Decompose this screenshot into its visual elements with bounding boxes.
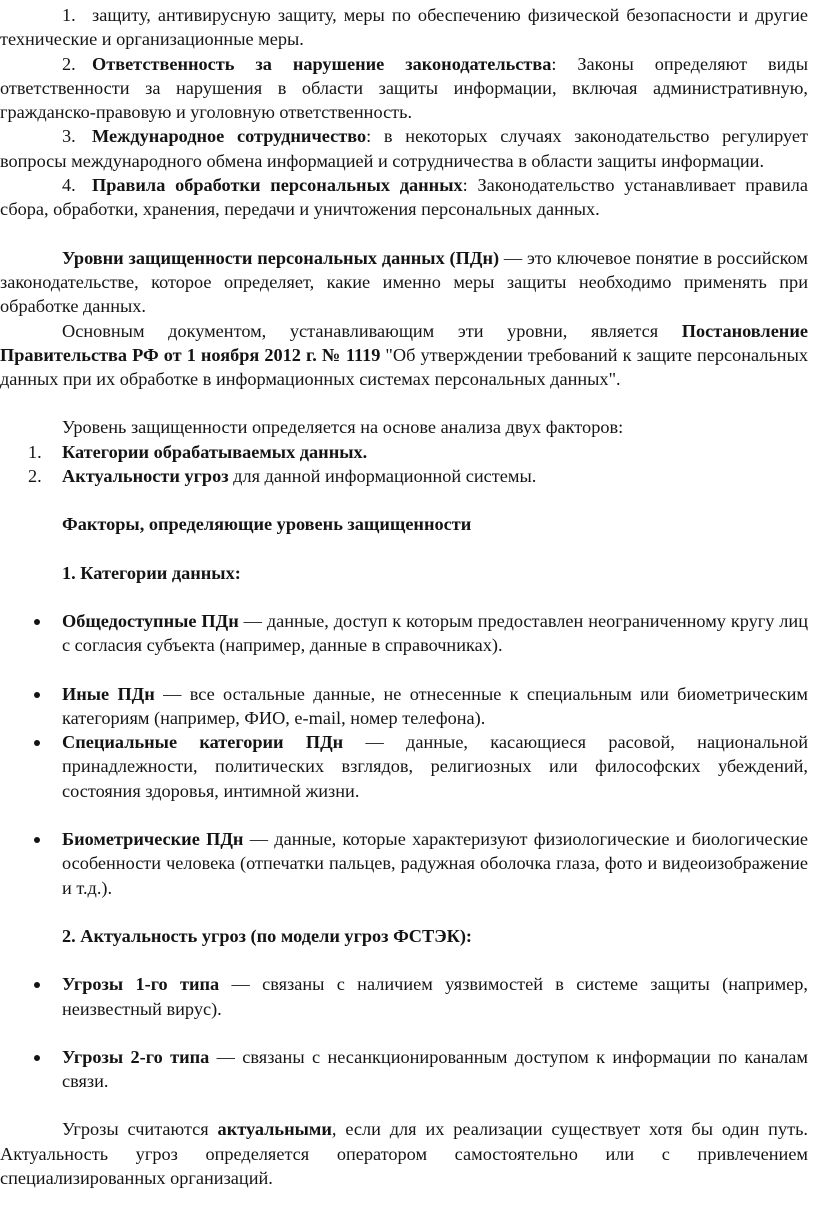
category-biometric: Биометрические ПДн — данные, которые характеризуют физиологические и биологические особенности человека (отпечатки пальцев, радужная оболочка глаза, фото и видеоизображение и т.д.). xyxy=(0,827,808,900)
spacer xyxy=(0,803,808,827)
categories-list-3 xyxy=(0,827,808,900)
category-special: Специальные категории ПДн — данные, касающиеся расовой, национальной принадлежности, политических взглядов, религиозных или философских убеждений, состояния здоровья, интимной жизни. xyxy=(0,730,808,803)
document-paragraph: Основным документом, устанавливающим эти уровни, является Постановление Правительства РФ от 1 ноября 2012 г. № 1119 "Об утверждении требований к защите персональных данных при их обработке в информационных системах персональных данных". xyxy=(0,320,808,390)
bullet-icon xyxy=(34,740,40,746)
bullet-icon xyxy=(34,692,40,698)
categories-heading: 1. Категории данных: xyxy=(62,562,241,583)
spacer xyxy=(0,658,808,682)
spacer xyxy=(0,488,808,512)
bullet-icon xyxy=(34,619,40,625)
spacer xyxy=(0,585,808,609)
threat-type-1: Угрозы 1-го типа — связаны с наличием уязвимостей в системе защиты (например, неизвестный вирус). xyxy=(0,972,808,1021)
factors-list xyxy=(0,440,808,489)
factors-heading: Факторы, определяющие уровень защищенности xyxy=(62,514,472,535)
category-other: Иные ПДн — все остальные данные, не отнесенные к специальным или биометрическим категориям (например, ФИО, e-mail, номер телефона). xyxy=(0,682,808,731)
bullet-icon xyxy=(34,1055,40,1061)
factors-intro: Уровень защищенности определяется на основе анализа двух факторов: xyxy=(62,417,624,438)
threat-type-2: Угрозы 2-го типа — связаны с несанкционированным доступом к информации по каналам связи. xyxy=(0,1045,808,1094)
intro-item-4: 4. Правила обработки персональных данных: Законодательство устанавливает правила сбора, обработки, хранения, передачи и уничтожения персональных данных. xyxy=(0,175,808,220)
intro-item-1: 1. защиту, антивирусную защиту, меры по обеспечению физической безопасности и другие технические и организационные меры. xyxy=(0,5,808,50)
intro-item-3: 3. Международное сотрудничество: в некоторых случаях законодательство регулирует вопросы международного обмена информацией и сотрудничества в области защиты информации. xyxy=(0,126,808,171)
factors-item-1: 1. Категории обрабатываемых данных. xyxy=(28,441,368,462)
spacer xyxy=(0,948,808,972)
factors-item-2: 2. Актуальности угроз для данной информационной системы. xyxy=(28,466,537,487)
intro-item-2: 2. Ответственность за нарушение законодательства: Законы определяют виды ответственности за нарушения в области защиты информации, включая административную, гражданско-правовую и уголовную ответственность. xyxy=(0,53,809,123)
threats-heading: 2. Актуальность угроз (по модели угроз ФСТЭК): xyxy=(62,925,473,946)
spacer xyxy=(0,1093,808,1117)
bullet-icon xyxy=(34,982,40,988)
spacer xyxy=(0,391,808,415)
spacer xyxy=(0,1021,808,1045)
categories-list xyxy=(0,609,808,658)
threats-list-2 xyxy=(0,1045,808,1094)
categories-list-2 xyxy=(0,682,808,803)
closing-paragraph: Угрозы считаются актуальными, если для их реализации существует хотя бы один путь. Актуальность угроз определяется оператором самостоятельно или с привлечением специализированных организаций. xyxy=(0,1119,809,1188)
spacer xyxy=(0,222,808,246)
levels-paragraph: Уровни защищенности персональных данных (ПДн) — это ключевое понятие в российском законодательстве, которое определяет, какие именно меры защиты необходимо применять при обработке данных. xyxy=(0,247,808,317)
threats-list xyxy=(0,972,808,1021)
spacer xyxy=(0,900,808,924)
bullet-icon xyxy=(34,837,40,843)
spacer xyxy=(0,537,808,561)
category-public: Общедоступные ПДн — данные, доступ к которым предоставлен неограниченному кругу лиц с согласия субъекта (например, данные в справочниках). xyxy=(0,609,808,658)
